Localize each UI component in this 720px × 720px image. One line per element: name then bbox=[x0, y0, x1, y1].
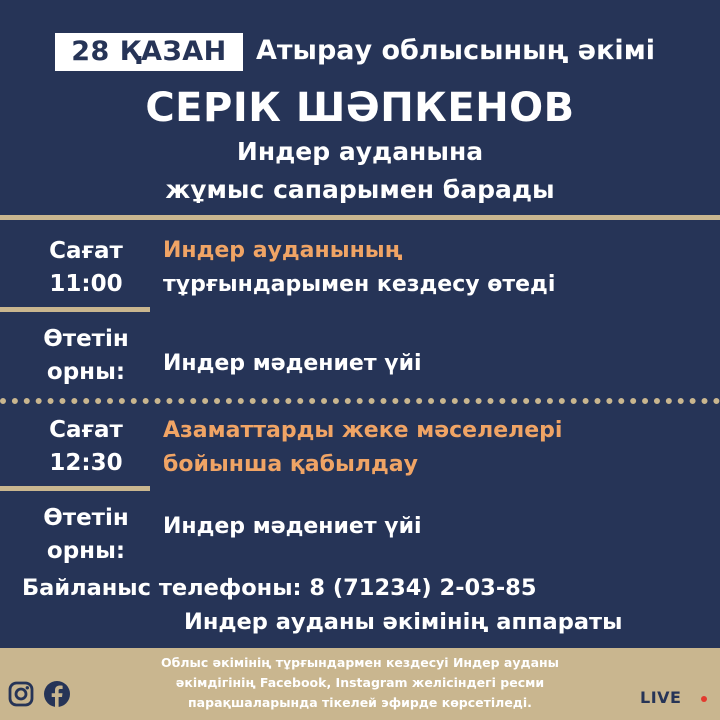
event1-title-line2: тұрғындарымен кездесу өтеді bbox=[163, 272, 556, 297]
header-divider bbox=[0, 215, 720, 220]
event1-venue-label-line2: орны: bbox=[46, 359, 126, 385]
contact-office: Индер ауданы әкімінің аппараты bbox=[184, 609, 623, 635]
contact-phone: Байланыс телефоны: 8 (71234) 2-03-85 bbox=[22, 575, 537, 601]
events-dotted-divider bbox=[0, 398, 720, 404]
event2-time: 12:30 bbox=[49, 450, 123, 476]
facebook-icon[interactable] bbox=[43, 680, 71, 708]
official-name: СЕРІК ШӘПКЕНОВ bbox=[145, 85, 575, 131]
event1-venue-label-line1: Өтетін bbox=[43, 326, 129, 352]
visit-subtitle-line1: Индер ауданына bbox=[236, 137, 484, 166]
footer-note-line2: әкімдігінің Facebook, Instagram желісіндегі ресми bbox=[175, 675, 545, 690]
live-indicator-icon bbox=[701, 696, 707, 702]
event2-title-line2: бойынша қабылдау bbox=[163, 452, 418, 477]
event2-venue: Индер мәдениет үйі bbox=[163, 514, 422, 539]
event2-venue-label-line1: Өтетін bbox=[43, 505, 129, 531]
event1-venue: Индер мәдениет үйі bbox=[163, 351, 422, 376]
event1-time: 11:00 bbox=[49, 271, 123, 297]
visit-subtitle-line2: жұмыс сапарымен барады bbox=[165, 175, 555, 204]
event1-divider bbox=[0, 307, 150, 312]
footer-note bbox=[100, 653, 620, 713]
event2-venue-label-line2: орны: bbox=[46, 538, 126, 564]
event1-title-line1: Индер ауданының bbox=[163, 238, 403, 263]
event1-time-label: Сағат bbox=[49, 238, 123, 264]
footer-note-line1: Облыс әкімінің тұрғындармен кездесуі Индер ауданы bbox=[161, 655, 559, 670]
event2-divider bbox=[0, 486, 150, 491]
official-role: Атырау облысының әкімі bbox=[256, 35, 656, 66]
live-label: LIVE bbox=[640, 688, 682, 707]
event2-time-label: Сағат bbox=[49, 417, 123, 443]
instagram-icon[interactable] bbox=[7, 680, 35, 708]
date-badge: 28 ҚАЗАН bbox=[55, 33, 243, 71]
footer-note-line3: парақшаларында тікелей эфирде көрсетіледі. bbox=[188, 695, 532, 710]
event2-title-line1: Азаматтарды жеке мәселелері bbox=[163, 418, 563, 443]
